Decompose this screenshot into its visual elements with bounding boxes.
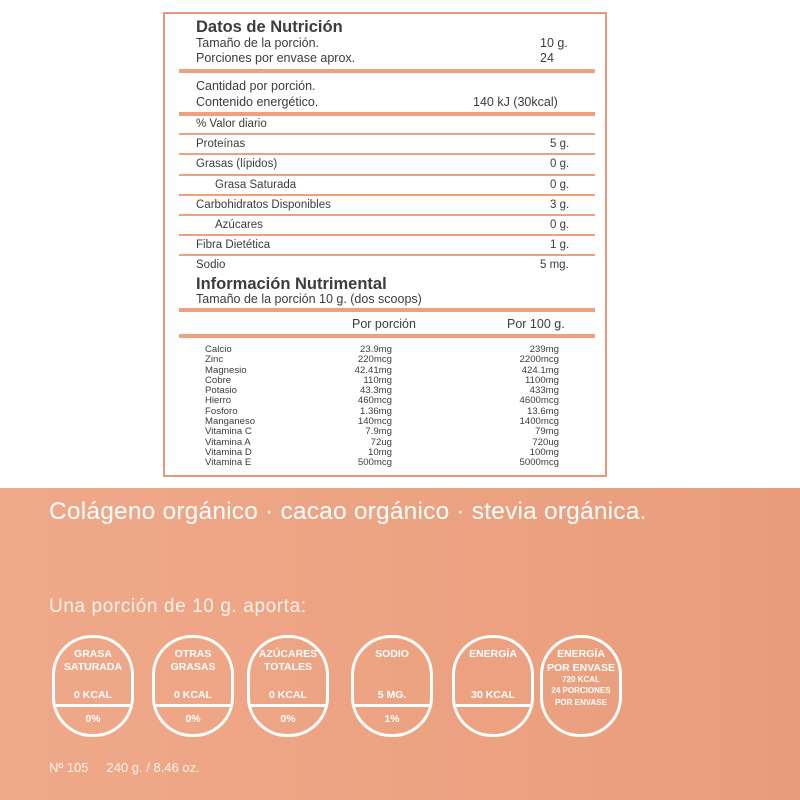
badge-energia-envase	[540, 635, 622, 737]
nutrient-label: Proteínas	[196, 138, 246, 150]
badge-label: OTRAS	[174, 648, 212, 660]
badge-label: TOTALES	[263, 661, 313, 673]
mineral-per-portion: 42.41mg	[354, 364, 392, 376]
energy-value: 140 kJ (30kcal)	[473, 95, 558, 109]
serving-size-value: 10 g.	[540, 36, 568, 50]
badge-label: SATURADA	[63, 661, 123, 673]
mineral-name: Zinc	[205, 354, 224, 366]
nutrient-label: Grasas (lípidos)	[196, 158, 278, 170]
mineral-name: Fosforo	[205, 405, 238, 417]
mineral-per-100g: 433mg	[529, 385, 559, 397]
mineral-per-portion: 460mcg	[357, 395, 392, 407]
mineral-name: Cobre	[205, 374, 232, 386]
mineral-per-portion: 1.36mg	[360, 405, 392, 417]
divider	[179, 214, 595, 216]
nutrient-label: Grasa Saturada	[215, 179, 297, 191]
divider	[179, 334, 595, 338]
mineral-per-100g: 79mg	[535, 426, 559, 438]
divider	[179, 308, 595, 312]
badge-azucares-totales	[247, 635, 329, 737]
badge-value: 720 KCAL	[562, 675, 600, 684]
mineral-per-100g: 424.1mg	[521, 364, 559, 376]
badge-percent: 0%	[185, 713, 201, 725]
badge-value: 0 KCAL	[269, 689, 307, 701]
servings-label: Porciones por envase aprox.	[196, 51, 356, 65]
nutrient-value: 0 g.	[550, 179, 570, 191]
nutrition-title: Datos de Nutrición	[196, 18, 343, 36]
mineral-name: Hierro	[205, 395, 232, 407]
mineral-per-portion: 140mcg	[357, 416, 392, 428]
mineral-row	[205, 458, 575, 468]
nutrient-value: 5 mg.	[540, 259, 569, 271]
mineral-name: Magnesio	[205, 364, 247, 376]
divider	[179, 153, 595, 155]
energy-label: Contenido energético.	[196, 95, 319, 109]
mineral-per-100g: 2200mcg	[519, 354, 559, 366]
info-band	[0, 488, 800, 800]
nutrimental-title: Información Nutrimental	[196, 275, 387, 293]
amount-label: Cantidad por porción.	[196, 79, 316, 93]
divider	[179, 234, 595, 236]
badge-divider	[155, 704, 231, 707]
mineral-per-portion: 10mg	[368, 446, 392, 458]
mineral-per-100g: 4600mcg	[519, 395, 559, 407]
badge-value: 5 MG.	[377, 689, 407, 701]
nutrimental-serving: Tamaño de la porción 10 g. (dos scoops)	[196, 292, 422, 306]
serving-size-label: Tamaño de la porción.	[196, 36, 319, 50]
mineral-per-portion: 7.9mg	[365, 426, 392, 438]
product-footer: Nº 105 240 g. / 8.46 oz.	[49, 760, 200, 775]
badge-sodio	[351, 635, 433, 737]
mineral-per-portion: 43.3mg	[360, 385, 392, 397]
divider	[179, 254, 595, 256]
mineral-per-100g: 100mg	[529, 446, 559, 458]
divider	[179, 69, 595, 73]
badge-value: 0 KCAL	[74, 689, 112, 701]
badge-label: POR ENVASE	[546, 662, 616, 674]
mineral-per-portion: 500mcg	[357, 457, 392, 469]
column-header-portion: Por porción	[352, 317, 416, 331]
column-header-100g: Por 100 g.	[507, 317, 565, 331]
daily-value-label: % Valor diario	[196, 118, 267, 130]
nutrient-label: Carbohidratos Disponibles	[196, 199, 331, 211]
mineral-per-100g: 720ug	[532, 436, 559, 448]
mineral-per-100g: 239mg	[529, 344, 559, 355]
nutrient-label: Sodio	[196, 259, 226, 271]
mineral-name: Calcio	[205, 344, 232, 355]
nutrition-label	[163, 12, 607, 477]
badge-label: AZÚCARES	[258, 648, 318, 660]
badge-percent: 0%	[280, 713, 296, 725]
badge-percent: 1%	[384, 713, 400, 725]
mineral-name: Potasio	[205, 385, 237, 397]
badge-divider	[354, 704, 430, 707]
nutrient-label: Fibra Dietética	[196, 239, 271, 251]
badge-extra: POR ENVASE	[555, 698, 607, 707]
mineral-table	[205, 345, 575, 469]
mineral-name: Manganeso	[205, 416, 256, 428]
mineral-per-100g: 5000mcg	[519, 457, 559, 469]
nutrient-value: 5 g.	[550, 138, 570, 150]
badge-label: SODIO	[375, 648, 409, 660]
badge-label: GRASA	[74, 648, 112, 660]
mineral-name: Vitamina C	[205, 426, 252, 438]
badge-label: GRASAS	[170, 661, 216, 673]
divider	[179, 112, 595, 116]
divider	[179, 133, 595, 135]
badge-value: 0 KCAL	[174, 689, 212, 701]
badge-otras-grasas	[152, 635, 234, 737]
mineral-name: Vitamina D	[205, 446, 252, 458]
badge-grasa-saturada	[52, 635, 134, 737]
badge-value: 30 KCAL	[471, 689, 515, 701]
ingredients-text: Colágeno orgánico · cacao orgánico · stevia orgánica.	[49, 498, 647, 525]
nutrient-value: 3 g.	[550, 199, 570, 211]
nutrient-value: 0 g.	[550, 219, 570, 231]
badge-label: ENERGÍA	[469, 648, 517, 660]
portion-title: Una porción de 10 g. aporta:	[49, 596, 307, 617]
mineral-per-portion: 220mcg	[357, 354, 392, 366]
mineral-name: Vitamina A	[205, 436, 251, 448]
mineral-per-100g: 13.6mg	[527, 405, 559, 417]
mineral-per-100g: 1100mg	[525, 374, 559, 386]
divider	[179, 174, 595, 176]
badge-extra: 24 PORCIONES	[551, 686, 611, 695]
badge-energia	[452, 635, 534, 737]
nutrient-label: Azúcares	[215, 219, 263, 231]
badge-divider	[55, 704, 131, 707]
nutrient-value: 0 g.	[550, 158, 570, 170]
mineral-name: Vitamina E	[205, 457, 252, 469]
divider	[179, 194, 595, 196]
mineral-per-portion: 72ug	[370, 436, 392, 448]
mineral-per-portion: 23.9mg	[360, 344, 392, 355]
badge-percent: 0%	[85, 713, 101, 725]
mineral-per-100g: 1400mcg	[519, 416, 559, 428]
mineral-per-portion: 110mg	[363, 374, 392, 386]
servings-value: 24	[540, 51, 554, 65]
badge-label: ENERGÍA	[557, 648, 605, 660]
nutrient-value: 1 g.	[550, 239, 570, 251]
badge-divider	[455, 704, 531, 707]
badge-divider	[250, 704, 326, 707]
